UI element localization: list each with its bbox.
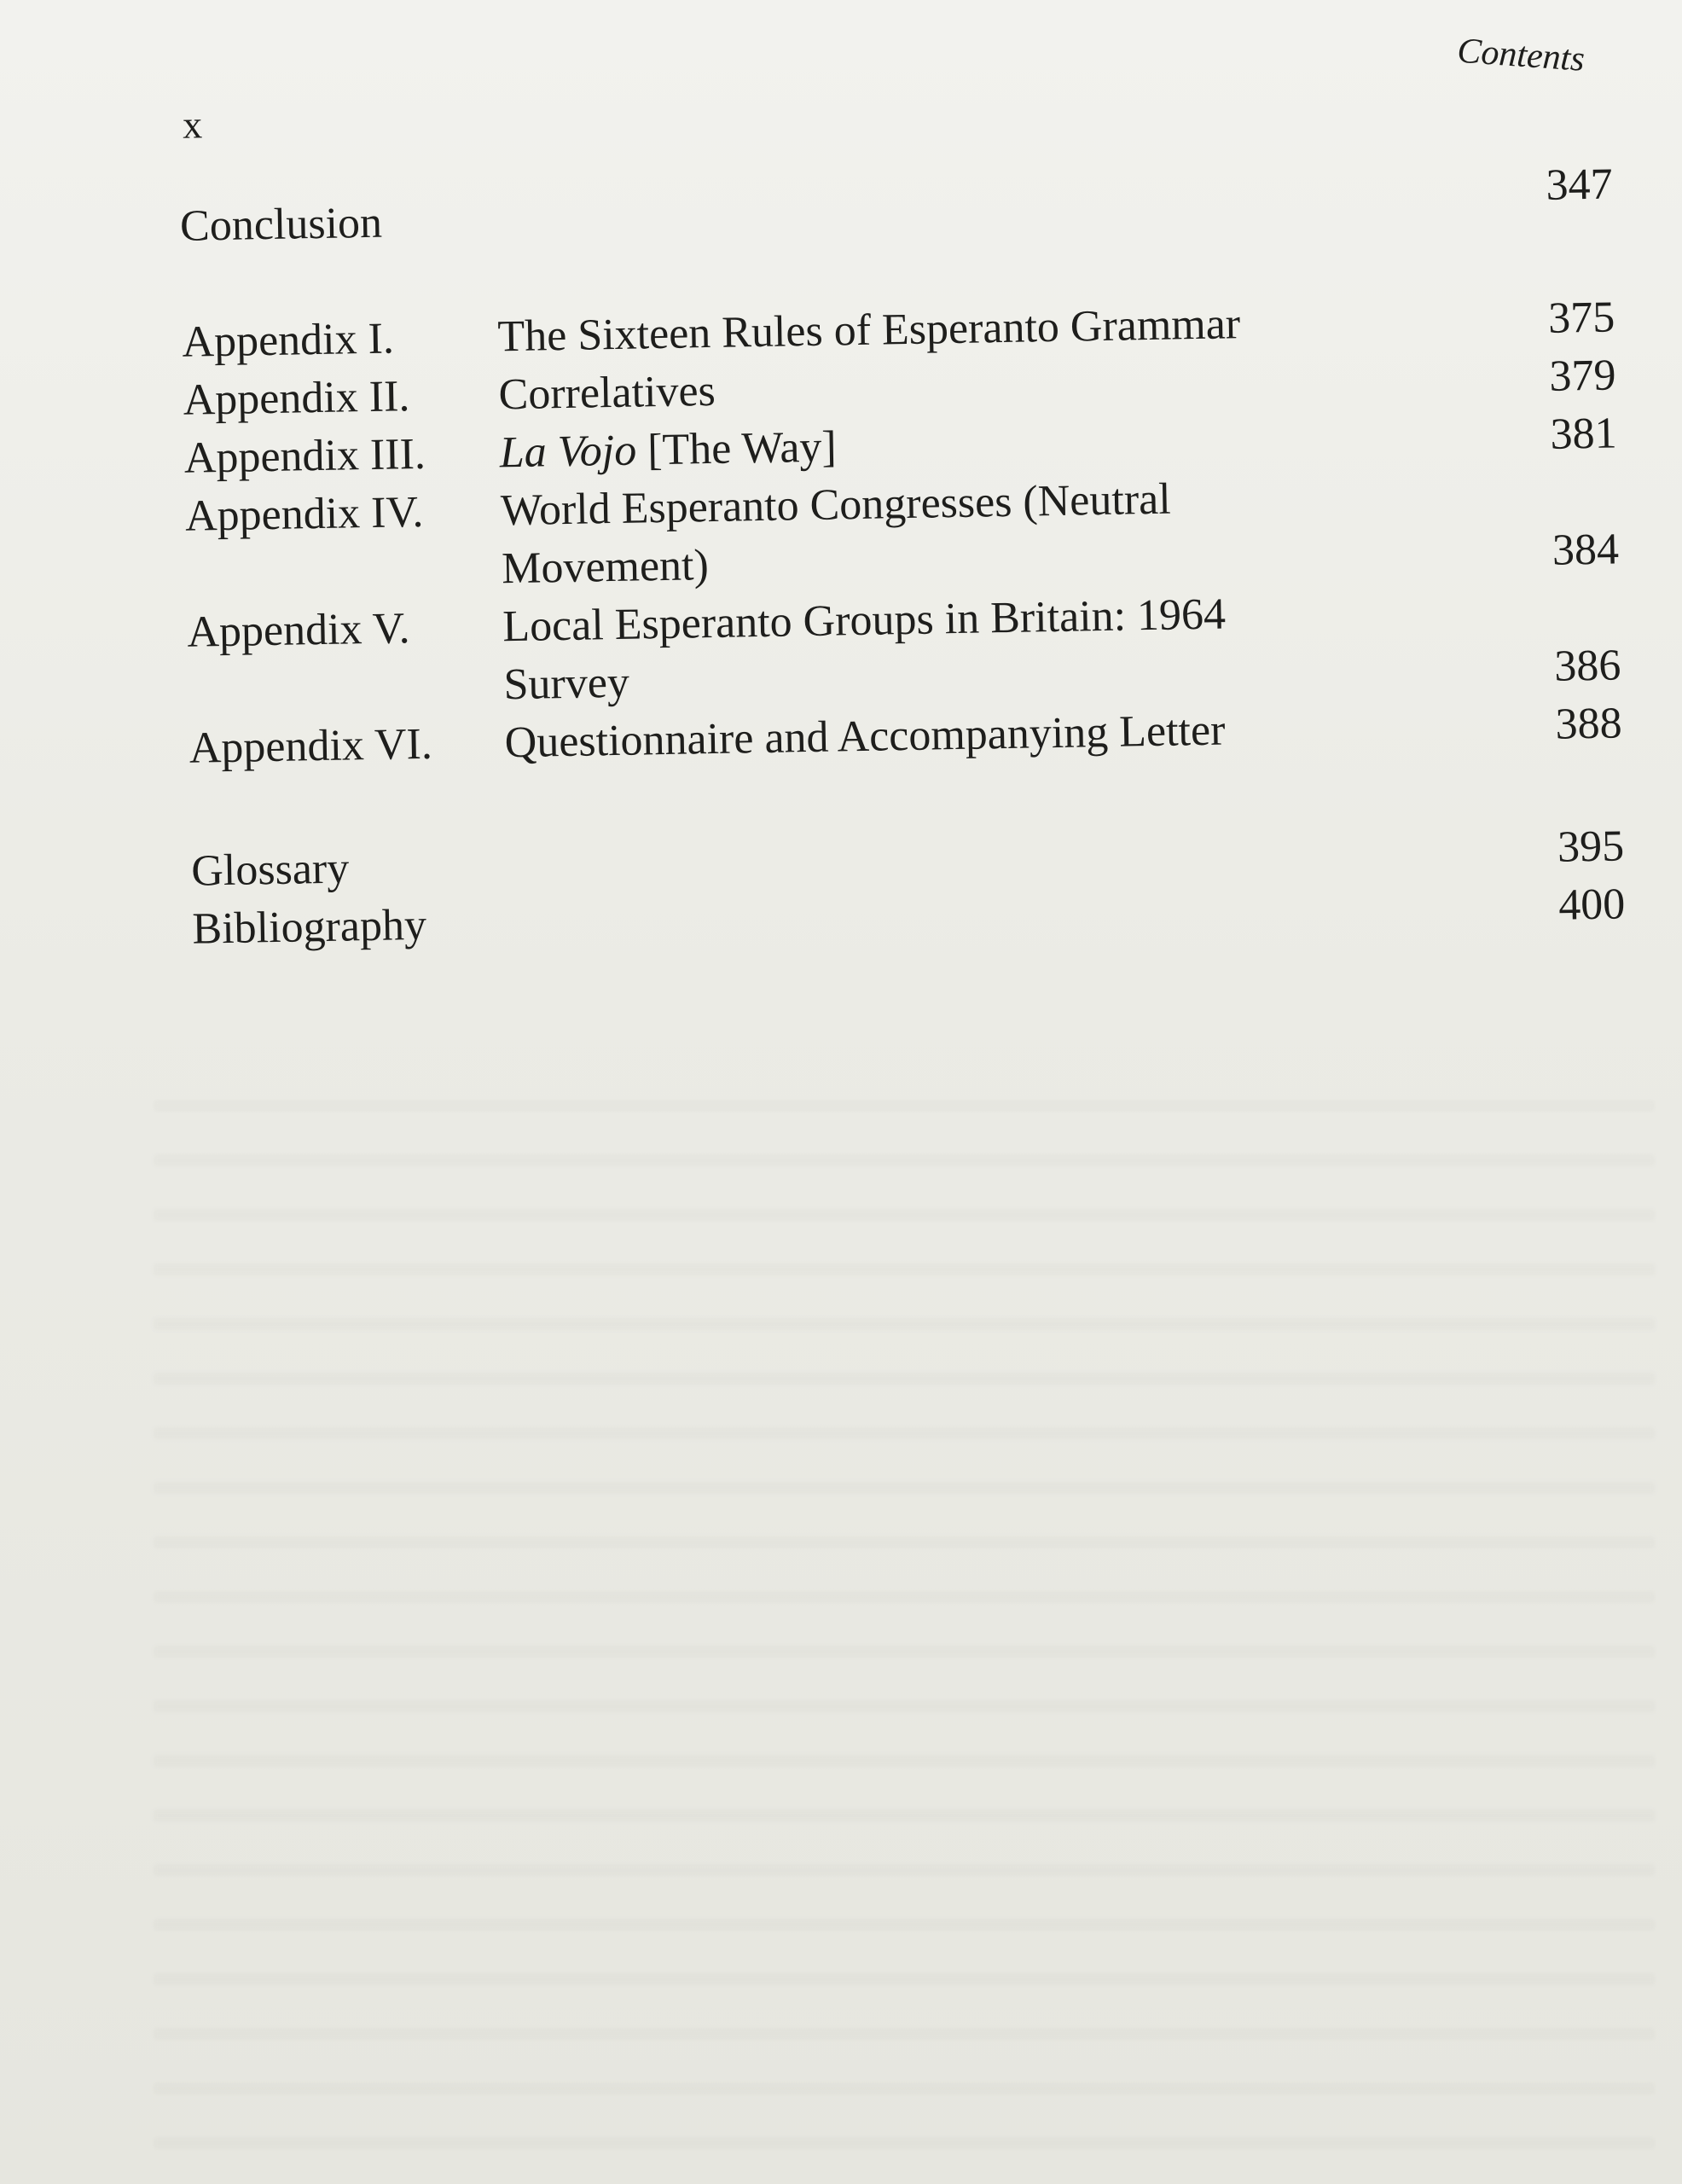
toc-entry-title: Conclusion — [179, 198, 383, 251]
toc-entry-title: World Esperanto Congresses (Neutral Movement) — [500, 474, 1172, 594]
toc-entry-label: Appendix III. — [183, 429, 426, 483]
toc-page-number: 388 — [1555, 699, 1623, 749]
running-head: Contents — [1456, 31, 1586, 79]
toc-entry-title-rest: [The Way] — [635, 422, 838, 475]
toc-page-number: 384 — [1552, 525, 1620, 575]
toc-page-number: 379 — [1548, 351, 1616, 401]
toc-entry-label: Appendix II. — [183, 372, 410, 425]
toc-page-number: 395 — [1557, 822, 1625, 872]
toc-entry-label: Appendix V. — [186, 604, 410, 657]
table-of-contents — [179, 160, 1626, 959]
toc-entry-label: Appendix I. — [182, 314, 395, 367]
toc-page-number: 400 — [1557, 880, 1626, 930]
toc-entry-label: Appendix VI. — [188, 719, 433, 773]
toc-entry-title: Local Esperanto Groups in Britain: 1964 Survey — [502, 590, 1227, 710]
toc-entry-title: Correlatives — [498, 366, 716, 420]
toc-page-number: 381 — [1550, 409, 1618, 459]
toc-page-number: 386 — [1553, 641, 1621, 691]
toc-entry-title: The Sixteen Rules of Esperanto Grammar — [496, 299, 1241, 362]
toc-entry-title: Bibliography — [192, 900, 427, 954]
toc-entry-title-italic: La Vojo — [499, 426, 637, 478]
toc-page-number: 347 — [1546, 160, 1614, 210]
toc-entry-title: Questionnaire and Accompanying Letter — [504, 706, 1226, 768]
toc-entry-label: Appendix IV. — [184, 487, 424, 541]
toc-entry-title: Glossary — [190, 844, 350, 896]
toc-page-number: 375 — [1547, 293, 1615, 343]
page-folio: x — [182, 102, 203, 147]
